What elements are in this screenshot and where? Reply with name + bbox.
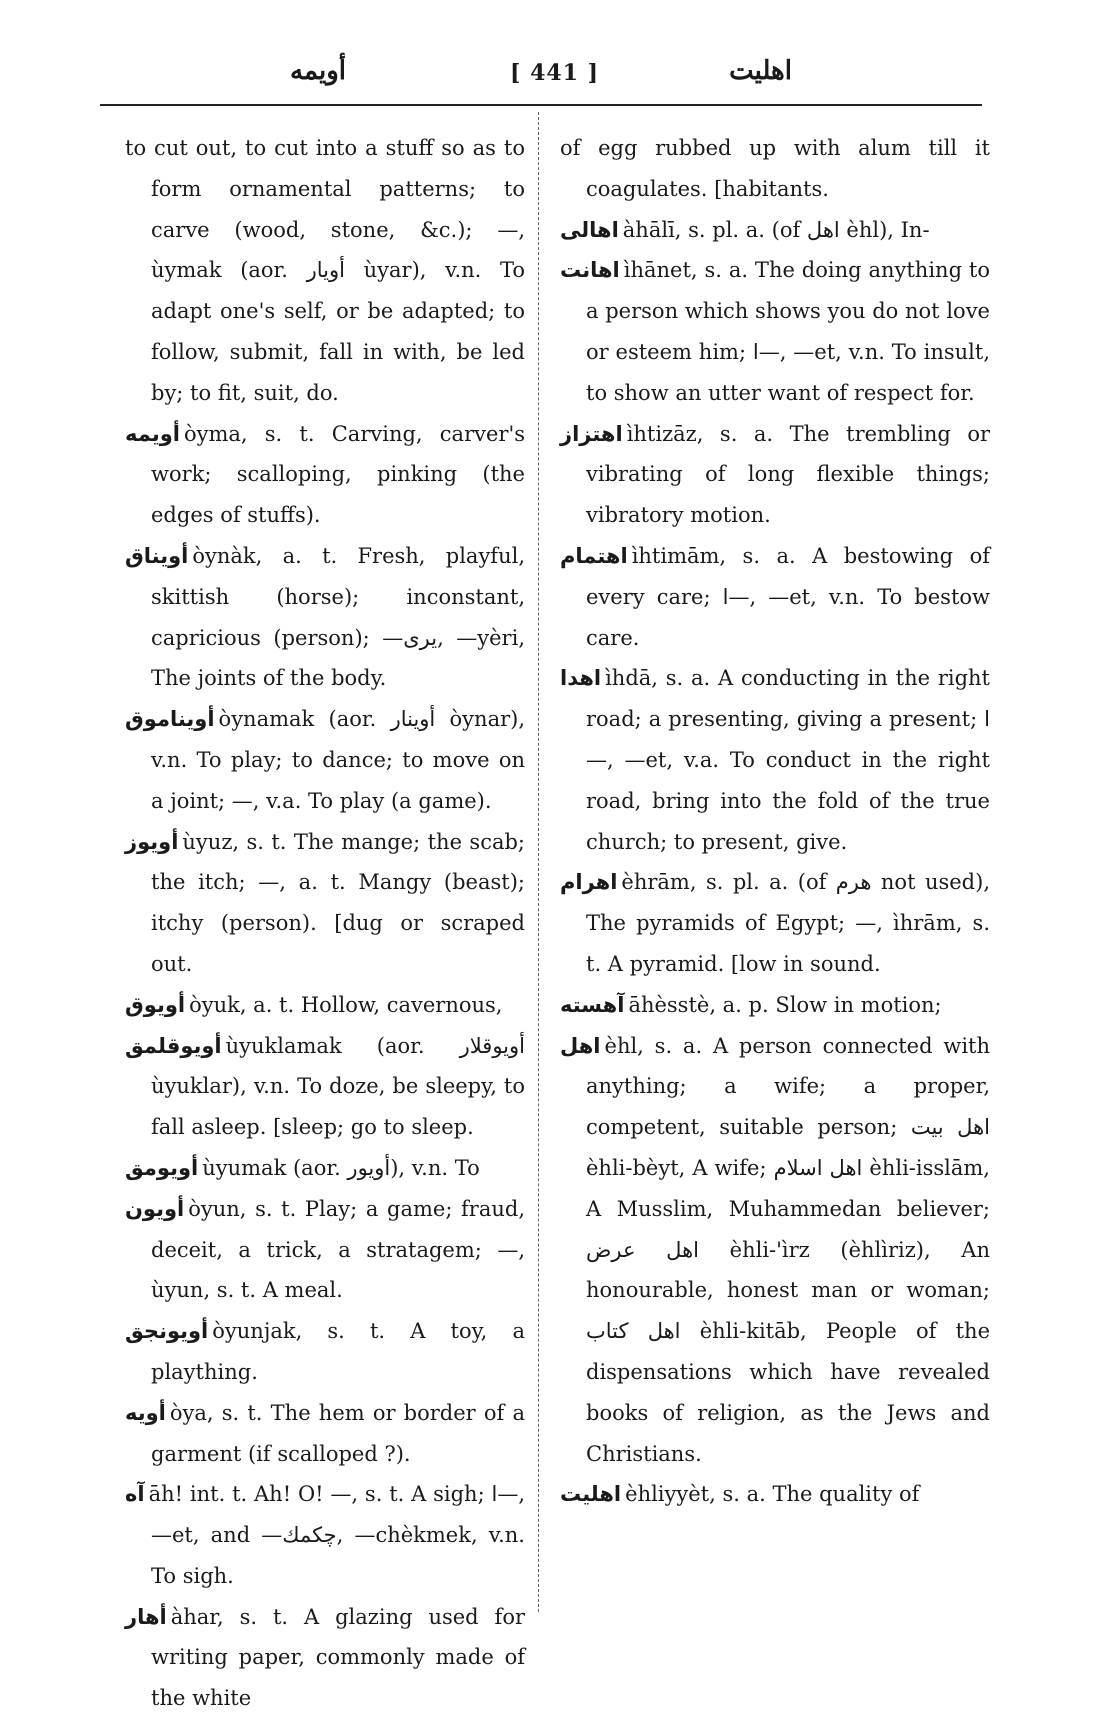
arabic-headword: أويوز [125, 829, 179, 854]
page-number: [ 441 ] [510, 60, 600, 86]
right-running-head: اهليت [729, 56, 792, 86]
header-rule [100, 104, 982, 106]
entry-text: ùyuz, s. t. The mange; the scab; the itch; —, a. t. Mangy (beast); itchy (person). [dug or scraped out. [151, 829, 525, 976]
entry-text: ìhtizāz, s. a. The trembling or vibrating of long flexible things; vibratory motion. [586, 421, 990, 528]
dictionary-entry [560, 210, 990, 251]
entry-text: èhrām, s. pl. a. (of هرم not used), The pyramids of Egypt; —, ìhrām, s. t. A pyramid. [low in sound. [586, 870, 990, 976]
entry-text: èhliyyèt, s. a. The quality of [625, 1482, 920, 1507]
entry-text: āh! int. t. Ah! O! —, s. t. A sigh; ا—, —et, and —چكمك, —chèkmek, v.n. To sigh. [148, 1482, 525, 1588]
left-running-head: أويمه [290, 56, 346, 86]
arabic-headword: اهرام [560, 870, 618, 895]
column-divider [538, 112, 539, 1612]
dictionary-entry [125, 1474, 525, 1596]
dictionary-entry [125, 1393, 525, 1475]
right-column [560, 128, 990, 1515]
entry-text: of egg rubbed up with alum till it coagulates. [habitants. [560, 136, 990, 201]
arabic-headword: أويون [125, 1196, 185, 1221]
entry-text: òynamak (aor. أوينار òynar), v.n. To play; to dance; to move on a joint; —, v.a. To play (a game). [151, 707, 525, 813]
entry-text: òynàk, a. t. Fresh, playful, skittish (horse); inconstant, capricious (person); —يرى, —yèri, The joints of the body. [151, 543, 525, 691]
arabic-headword: أهار [125, 1604, 167, 1629]
arabic-headword: آهسته [560, 992, 625, 1017]
dictionary-entry [125, 985, 525, 1026]
arabic-headword: اهالى [560, 217, 619, 242]
dictionary-entry [125, 699, 525, 821]
arabic-headword: اهل [560, 1033, 601, 1058]
entry-text: òyun, s. t. Play; a game; fraud, deceit, a trick, a stratagem; —, ùyun, s. t. A meal. [151, 1196, 525, 1303]
left-column [125, 128, 525, 1719]
entry-text: ìhānet, s. a. The doing anything to a person which shows you do not love or esteem him; ا—, —et, v.n. To insult, to show an utter want of respect for. [586, 258, 990, 405]
dictionary-entry [125, 536, 525, 699]
arabic-headword: أويناق [125, 543, 189, 568]
arabic-headword: أويوق [125, 992, 186, 1017]
entry-text: ùyumak (aor. أويور), v.n. To [202, 1155, 480, 1180]
dictionary-entry [125, 1189, 525, 1311]
entry-text: òyuk, a. t. Hollow, cavernous, [189, 992, 503, 1017]
entry-text: àhālī, s. pl. a. (of اهل èhl), In- [622, 217, 930, 242]
entry-text: ìhdā, s. a. A conducting in the right road; a presenting, giving a present; ا—, —et, v.a. To conduct in the right road, bring into the fold of the true church; to present, give. [586, 666, 990, 854]
dictionary-entry [125, 128, 525, 414]
dictionary-entry [560, 658, 990, 862]
running-header [100, 56, 982, 100]
dictionary-entry [560, 1474, 990, 1515]
dictionary-entry [125, 414, 525, 536]
arabic-headword: أويونجق [125, 1319, 209, 1344]
arabic-headword: أويوقلمق [125, 1033, 222, 1058]
dictionary-entry [125, 822, 525, 985]
entry-text: ìhtimām, s. a. A bestowing of every care; ا—, —et, v.n. To bestow care. [586, 543, 991, 650]
entry-text: òya, s. t. The hem or border of a garment (if scalloped ?). [151, 1400, 525, 1466]
entry-text: òyma, s. t. Carving, carver's work; scalloping, pinking (the edges of stuffs). [151, 421, 525, 528]
arabic-headword: اهليت [560, 1482, 622, 1507]
dictionary-entry [125, 1148, 525, 1189]
arabic-headword: أويمه [125, 421, 180, 446]
arabic-headword: اهدا [560, 666, 602, 691]
entry-text: to cut out, to cut into a stuff so as to form ornamental patterns; to carve (wood, stone, &c.); —, ùymak (aor. أويار ùyar), v.n. To adapt one's self, or be adapted; to follow, submit, fall in with, be led by; to fit, suit, do. [125, 136, 525, 405]
dictionary-entry [125, 1026, 525, 1148]
arabic-headword: أويومق [125, 1155, 199, 1180]
arabic-headword: اهتزاز [560, 421, 623, 446]
entry-text: òyunjak, s. t. A toy, a plaything. [151, 1319, 525, 1384]
dictionary-entry [560, 250, 990, 413]
arabic-headword: أويه [125, 1400, 166, 1425]
dictionary-entry [560, 862, 990, 984]
entry-text: ùyuklamak (aor. أويوقلار ùyuklar), v.n. To doze, be sleepy, to fall asleep. [sleep; go to sleep. [151, 1033, 525, 1140]
arabic-headword: اهانت [560, 258, 620, 283]
dictionary-entry [560, 985, 990, 1026]
dictionary-entry [560, 128, 990, 210]
entry-text: àhar, s. t. A glazing used for writing paper, commonly made of the white [151, 1604, 525, 1711]
arabic-headword: أويناموق [125, 707, 215, 732]
dictionary-entry [560, 536, 990, 658]
dictionary-entry [560, 414, 990, 536]
entry-text: èhl, s. a. A person connected with anything; a wife; a proper, competent, suitable person; اهل بيت èhli-bèyt, A wife; اهل اسلام èhli-isslām, A Musslim, Muhammedan believer; اهل عرض èhli-'ìrz (èhlìriz), An honourable, honest man or woman; اهل كتاب èhli-kitāb, People of the dispensations which have revealed books of religion, as the Jews and Christians. [586, 1033, 990, 1466]
arabic-headword: آه [125, 1482, 145, 1507]
entry-text: āhèsstè, a. p. Slow in motion; [628, 992, 942, 1017]
dictionary-entry [125, 1311, 525, 1393]
dictionary-entry [560, 1026, 990, 1475]
arabic-headword: اهتمام [560, 543, 628, 568]
dictionary-entry [125, 1597, 525, 1719]
